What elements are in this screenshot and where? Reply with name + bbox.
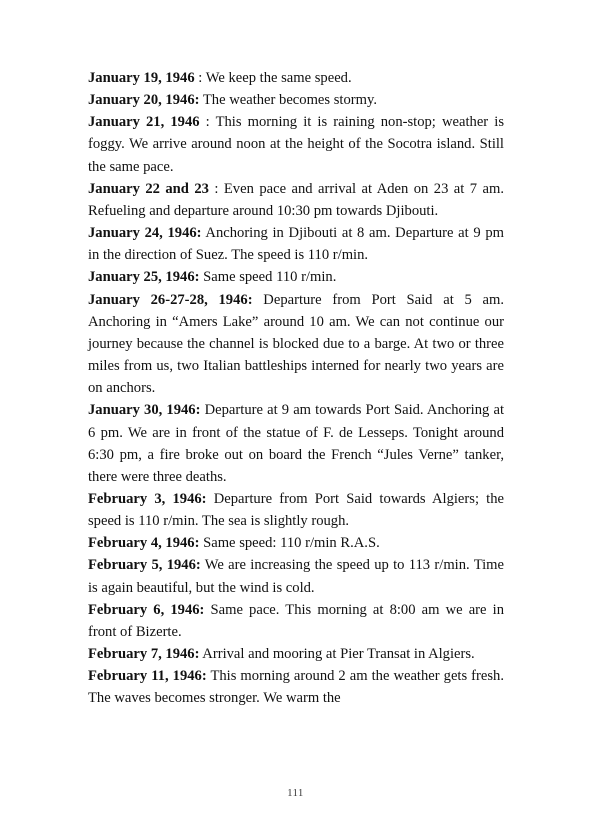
entry-text: This morning around 2 am the weather gets fresh. The waves becomes stronger. We warm the: [88, 668, 504, 707]
entry-text: Same speed: 110 r/min R.A.S.: [199, 535, 380, 552]
entry-text: Arrival and mooring at Pier Transat in Algiers.: [199, 646, 475, 663]
entry-date: February 4, 1946:: [88, 535, 200, 552]
diary-entry: [88, 665, 504, 709]
entry-text: Departure from Port Said at 5 am. Anchoring in “Amers Lake” around 10 am. We can not continue our journey because the channel is blocked due to a barge. At two or three miles from us, two Italian battleships interned for nearly two years are on anchors.: [88, 291, 504, 397]
diary-text: [88, 67, 504, 710]
diary-entry: [88, 532, 504, 554]
diary-entry: [88, 289, 504, 400]
page-number: 111: [287, 788, 304, 799]
diary-entry: [88, 89, 504, 111]
entry-text: : Even pace and arrival at Aden on 23 at 7 am. Refueling and departure around 10:30 pm towards Djibouti.: [88, 180, 504, 219]
entry-text: We are increasing the speed up to 113 r/min. Time is again beautiful, but the wind is cold.: [88, 557, 504, 596]
entry-text: : This morning it is raining non-stop; weather is foggy. We arrive around noon at the height of the Socotra island. Still the same pace.: [88, 114, 504, 175]
diary-entry: [88, 67, 504, 89]
diary-entry: [88, 554, 504, 598]
entry-date: January 30, 1946:: [88, 402, 201, 419]
entry-date: February 6, 1946:: [88, 601, 205, 618]
entry-date: February 3, 1946:: [88, 490, 207, 507]
entry-date: January 20, 1946:: [88, 92, 200, 109]
diary-entry: [88, 111, 504, 177]
entry-text: Departure from Port Said towards Algiers; the speed is 110 r/min. The sea is slightly rough.: [88, 490, 505, 530]
diary-entry: [88, 222, 504, 266]
diary-entry: [88, 266, 504, 288]
entry-date: February 11, 1946:: [88, 668, 207, 685]
entry-text: : We keep the same speed.: [194, 70, 352, 86]
diary-entry: [88, 399, 504, 488]
entry-date: January 26-27-28, 1946:: [88, 291, 253, 308]
diary-entry: [88, 488, 504, 532]
entry-date: January 25, 1946:: [88, 269, 200, 286]
entry-text: Same pace. This morning at 8:00 am we are in front of Bizerte.: [88, 601, 504, 640]
entry-text: Departure at 9 am towards Port Said. Anchoring at 6 pm. We are in front of the statue of F. de Lesseps. Tonight around 6:30 pm, a fire broke out on board the French “Jules Verne” tanker, there were three deaths.: [88, 402, 504, 485]
entry-date: January 24, 1946:: [88, 225, 202, 242]
entry-text: Same speed 110 r/min.: [199, 269, 337, 286]
diary-entry: [88, 599, 504, 643]
entry-text: Anchoring in Djibouti at 8 am. Departure at 9 pm in the direction of Suez. The speed is 110 r/min.: [88, 225, 505, 264]
entry-date: February 5, 1946:: [88, 557, 201, 574]
entry-text: The weather becomes stormy.: [199, 92, 377, 109]
diary-entry: [88, 643, 504, 665]
entry-date: January 21, 1946: [88, 114, 200, 131]
entry-date: January 22 and 23: [88, 180, 209, 197]
entry-date: January 19, 1946: [88, 70, 195, 86]
diary-entry: [88, 178, 504, 222]
entry-date: February 7, 1946:: [88, 646, 200, 663]
